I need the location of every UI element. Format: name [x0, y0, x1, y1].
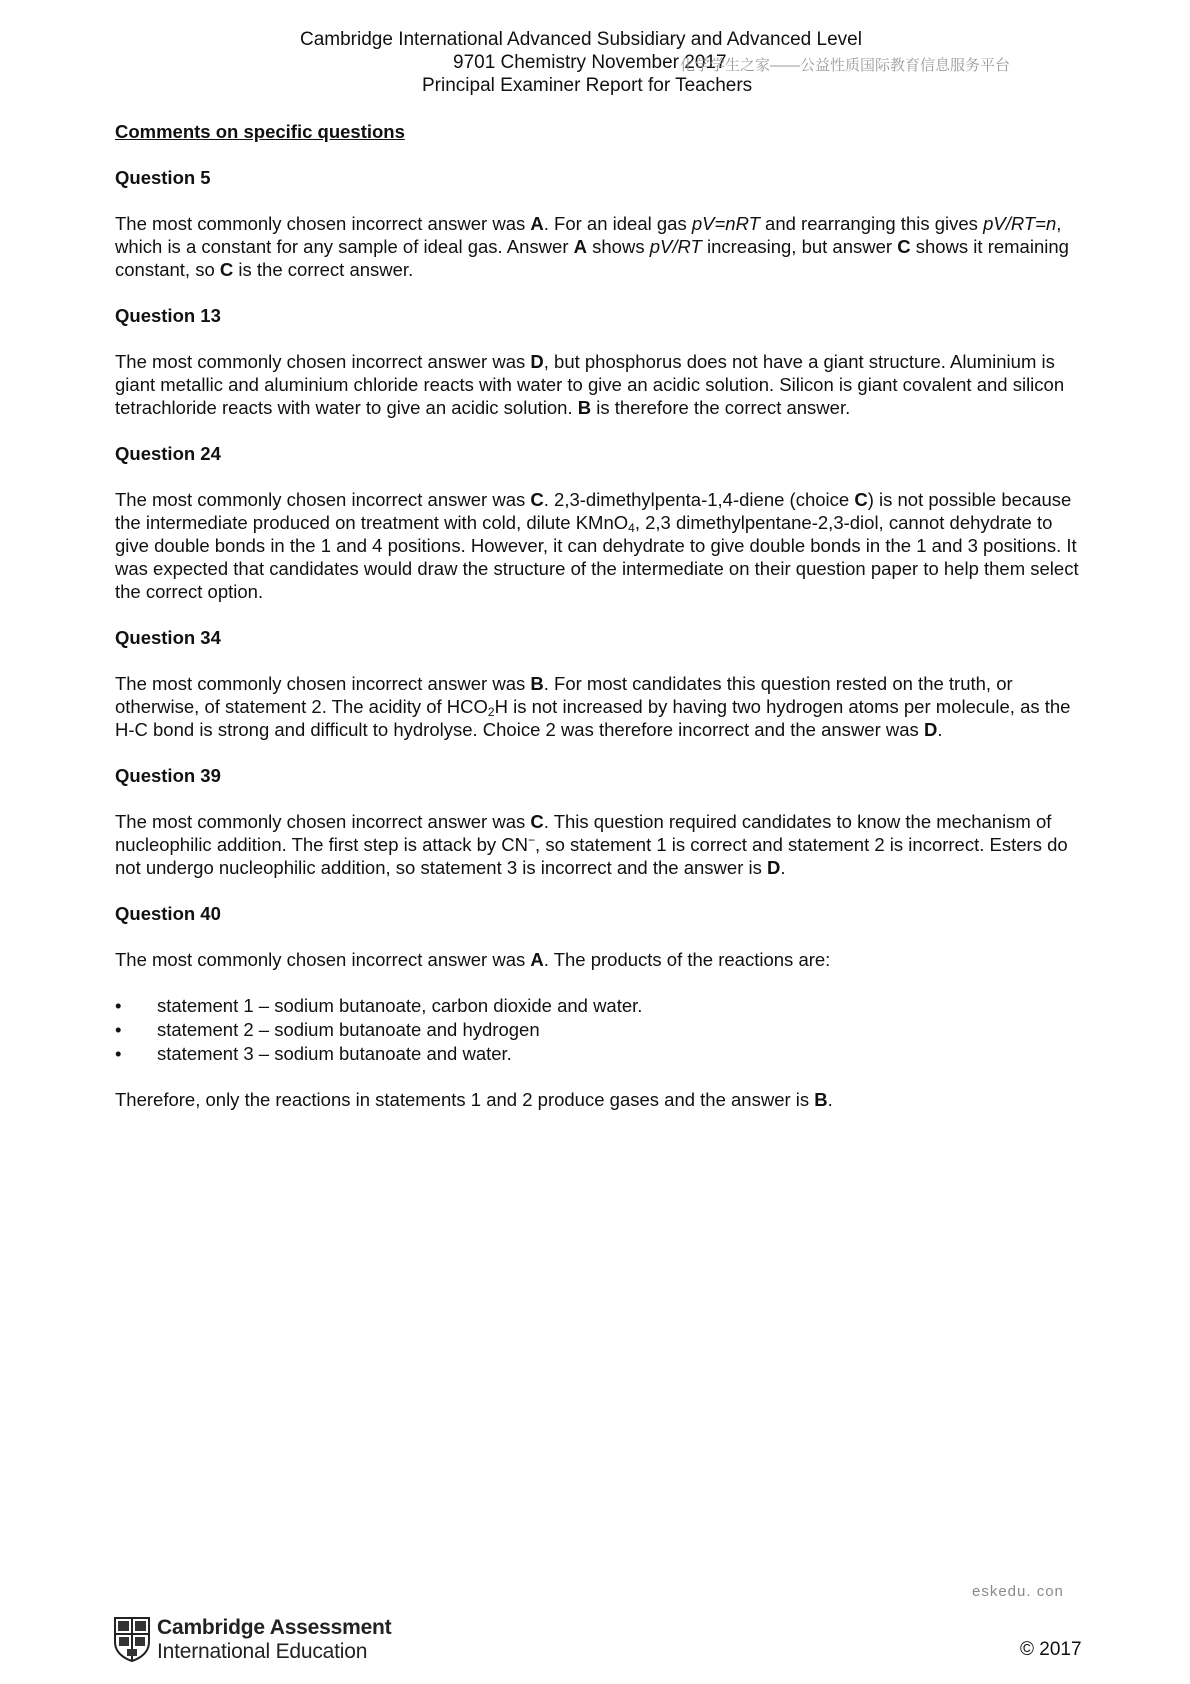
crest-icon [113, 1616, 151, 1662]
watermark-text: 化学学生之家——公益性质国际教育信息服务平台 [680, 57, 1011, 74]
bullet-icon: • [115, 1019, 122, 1040]
report-content [115, 120, 1090, 1134]
question-24-text: The most commonly chosen incorrect answer was C. 2,3-dimethylpenta-1,4-diene (choice C) is not possible because the intermediate produced on treatment with cold, dilute KMnO$_4$, 2,3 dimethylpentane-2,3-diol, cannot dehydrate to give double bonds in the 1 and 4 positions. However, it can dehydrate to give double bonds in the 1 and 3 positions. It was expected that candidates would draw the structure of the intermediate on their question paper to help them select the correct option. [115, 489, 1079, 602]
logo-line-2: International Education [157, 1640, 368, 1663]
bullet-icon: • [115, 1043, 122, 1064]
question-5-heading: Question 5 [115, 167, 211, 188]
question-40-intro: The most commonly chosen incorrect answer was A. The products of the reactions are: [115, 949, 831, 970]
list-item: • statement 2 – sodium butanoate and hydrogen [115, 1019, 540, 1040]
question-24-heading: Question 24 [115, 443, 221, 464]
question-40-heading: Question 40 [115, 903, 221, 924]
cambridge-logo [113, 1616, 413, 1666]
copyright-text: © 2017 [1020, 1639, 1082, 1660]
question-34-heading: Question 34 [115, 627, 221, 648]
header-line-2: 9701 Chemistry November 2017 [453, 52, 727, 73]
header-line-1: Cambridge International Advanced Subsidiary and Advanced Level [300, 29, 862, 50]
question-40-conclusion: Therefore, only the reactions in statements 1 and 2 produce gases and the answer is B. [115, 1089, 833, 1110]
section-title: Comments on specific questions [115, 121, 405, 142]
question-39-heading: Question 39 [115, 765, 221, 786]
question-34-text: The most commonly chosen incorrect answer was B. For most candidates this question rested on the truth, or otherwise, of statement 2. The acidity of $HCO_2H$ is not increased by having two hydrogen atoms per molecule, as the H-C bond is strong and difficult to hydrolyse. Choice 2 was therefore incorrect and the answer was D. [115, 673, 1071, 740]
footer-site-text: eskedu. con [972, 1583, 1064, 1600]
question-39-text: The most commonly chosen incorrect answer was C. This question required candidates to know the mechanism of nucleophilic addition. The first step is attack by CN−, so statement 1 is correct and statement 2 is incorrect. Esters do not undergo nucleophilic addition, so statement 3 is incorrect and the answer is D. [115, 811, 1068, 878]
header-line-3: Principal Examiner Report for Teachers [422, 75, 753, 96]
list-item: • statement 3 – sodium butanoate and water. [115, 1043, 512, 1064]
bullet-icon: • [115, 995, 122, 1016]
logo-line-1: Cambridge Assessment [157, 1616, 392, 1639]
question-13-text: The most commonly chosen incorrect answer was D, but phosphorus does not have a giant structure. Aluminium is giant metallic and aluminium chloride reacts with water to give an acidic solution. Silicon is giant covalent and silicon tetrachloride reacts with water to give an acidic solution. B is therefore the correct answer. [115, 351, 1065, 418]
list-item: • statement 1 – sodium butanoate, carbon dioxide and water. [115, 995, 643, 1016]
question-40-bullet-list [115, 994, 1090, 1065]
question-5-text: The most commonly chosen incorrect answer was A. For an ideal gas pV=nRT and rearranging this gives pV/RT=n, which is a constant for any sample of ideal gas. Answer A shows pV/RT increasing, but answer C shows it remaining constant, so C is the correct answer. [115, 213, 1069, 280]
question-13-heading: Question 13 [115, 305, 221, 326]
